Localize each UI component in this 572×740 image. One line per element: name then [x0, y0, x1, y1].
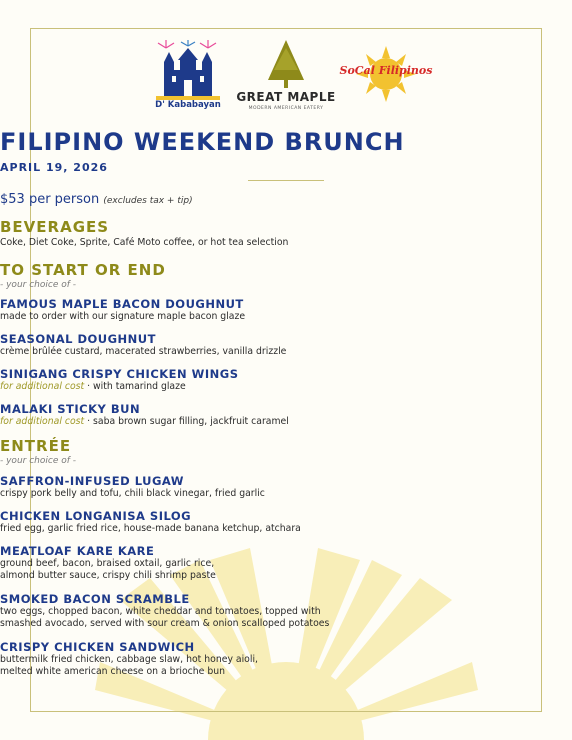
entree-section	[0, 438, 572, 467]
item-name: SEASONAL DOUGHNUT	[0, 332, 156, 346]
item-name: FAMOUS MAPLE BACON DOUGHNUT	[0, 297, 244, 311]
item-name: SMOKED BACON SCRAMBLE	[0, 592, 190, 606]
great-maple-logo	[236, 40, 336, 116]
start-section	[0, 262, 572, 291]
price-note: (excludes tax + tip)	[103, 196, 193, 206]
item-name: MEATLOAF KARE KARE	[0, 544, 155, 558]
menu-item	[0, 592, 572, 630]
menu-item	[0, 367, 572, 393]
great-maple-name: GREAT MAPLE	[236, 90, 336, 104]
item-desc: buttermilk fried chicken, cabbage slaw, hot honey aioli,	[0, 654, 258, 665]
menu-item	[0, 332, 572, 358]
item-name: MALAKI STICKY BUN	[0, 402, 141, 416]
logo-row	[0, 40, 572, 120]
socal-filipinos-name: SoCal Filipinos	[339, 64, 433, 77]
menu-item	[0, 640, 572, 678]
item-desc-line	[0, 416, 572, 428]
menu-item	[0, 509, 572, 535]
beverages-section	[0, 219, 572, 249]
item-name: CHICKEN LONGANISA SILOG	[0, 509, 192, 523]
item-name: SINIGANG CRISPY CHICKEN WINGS	[0, 367, 239, 381]
menu-item	[0, 544, 572, 582]
item-desc: made to order with our signature maple bacon glaze	[0, 311, 246, 322]
menu-item	[0, 297, 572, 323]
item-desc: ground beef, bacon, braised oxtail, garlic rice,	[0, 558, 215, 569]
item-desc: · saba brown sugar filling, jackfruit caramel	[84, 416, 289, 427]
additional-cost-note: for additional cost	[0, 381, 85, 392]
entree-choice: - your choice of -	[0, 456, 76, 466]
kababayan-name: D' Kababayan	[155, 100, 221, 110]
beverages-desc: Coke, Diet Coke, Sprite, Café Moto coffee, or hot tea selection	[0, 237, 289, 248]
item-desc: crispy pork belly and tofu, chili black vinegar, fried garlic	[0, 488, 265, 499]
entree-heading: ENTRÉE	[0, 437, 72, 455]
item-desc: · with tamarind glaze	[84, 381, 186, 392]
additional-cost-note: for additional cost	[0, 416, 85, 427]
start-choice: - your choice of -	[0, 280, 76, 290]
item-desc: almond butter sauce, crispy chili shrimp paste	[0, 570, 216, 581]
page-title: FILIPINO WEEKEND BRUNCH	[0, 128, 405, 156]
start-heading: TO START OR END	[0, 261, 166, 279]
item-desc: fried egg, garlic fried rice, house-made banana ketchup, atchara	[0, 523, 301, 534]
item-name: CRISPY CHICKEN SANDWICH	[0, 640, 195, 654]
socal-filipinos-logo	[330, 44, 442, 104]
price-line	[0, 192, 572, 207]
great-maple-tagline: MODERN AMERICAN EATERY	[248, 106, 324, 111]
item-name: SAFFRON-INFUSED LUGAW	[0, 474, 184, 488]
item-desc: smashed avocado, served with sour cream & onion scalloped potatoes	[0, 618, 330, 629]
item-desc: crème brûlée custard, macerated strawberries, vanilla drizzle	[0, 346, 287, 357]
item-desc: two eggs, chopped bacon, white cheddar and tomatoes, topped with	[0, 606, 321, 617]
beverages-heading: BEVERAGES	[0, 218, 110, 236]
item-desc: melted white american cheese on a brioche bun	[0, 666, 226, 677]
divider	[248, 180, 324, 181]
event-date: APRIL 19, 2026	[0, 161, 108, 174]
kababayan-logo	[148, 40, 228, 116]
menu-item	[0, 474, 572, 500]
item-desc-line	[0, 381, 572, 393]
price-amount: $53 per person	[0, 192, 100, 207]
menu-item	[0, 402, 572, 428]
tree-icon	[236, 40, 336, 90]
